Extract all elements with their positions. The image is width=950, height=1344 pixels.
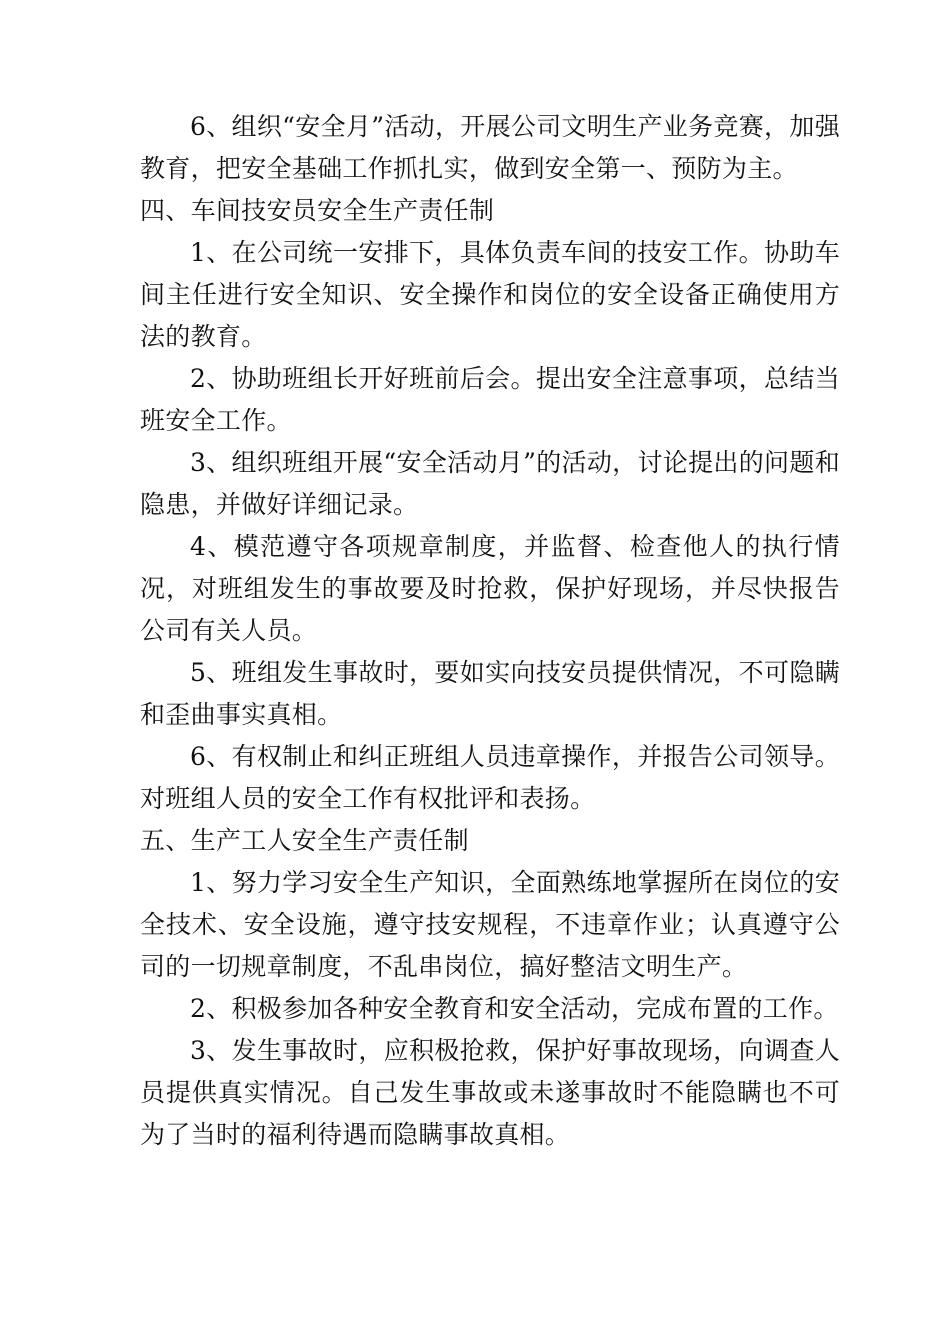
paragraph-item-6-stop-violations: 6、有权制止和纠正班组人员违章操作，并报告公司领导。对班组人员的安全工作有权批评和表扬。 xyxy=(140,742,840,813)
paragraph-item-3-activity-month: 3、组织班组开展“安全活动月”的活动，讨论提出的问题和隐患，并做好详细记录。 xyxy=(140,448,840,519)
paragraph-item-3-accident-response: 3、发生事故时，应积极抢救，保护好事故现场，向调查人员提供真实情况。自己发生事故或未遂事故时不能隐瞒也不可为了当时的福利待遇而隐瞒事故真相。 xyxy=(140,1036,840,1149)
paragraph-item-6-safety-month: 6、组织“安全月”活动，开展公司文明生产业务竞赛，加强教育，把安全基础工作抓扎实，做到安全第一、预防为主。 xyxy=(140,112,840,183)
paragraph-item-2-shift-meetings: 2、协助班组长开好班前后会。提出安全注意事项，总结当班安全工作。 xyxy=(140,364,840,435)
paragraph-item-1-learn-safety: 1、努力学习安全生产知识，全面熟练地掌握所在岗位的安全技术、安全设施，遵守技安规程，不违章作业；认真遵守公司的一切规章制度，不乱串岗位，搞好整洁文明生产。 xyxy=(140,868,840,981)
paragraph-item-2-participate-training: 2、积极参加各种安全教育和安全活动，完成布置的工作。 xyxy=(190,994,839,1023)
section-heading-workshop-safety-officer: 四、车间技安员安全生产责任制 xyxy=(140,196,495,225)
paragraph-item-4-rules-compliance: 4、模范遵守各项规章制度，并监督、检查他人的执行情况，对班组发生的事故要及时抢救，保护好现场，并尽快报告公司有关人员。 xyxy=(140,532,840,645)
paragraph-item-1-officer-duties: 1、在公司统一安排下，具体负责车间的技安工作。协助车间主任进行安全知识、安全操作和岗位的安全设备正确使用方法的教育。 xyxy=(140,238,840,351)
document-body xyxy=(140,106,840,1156)
paragraph-item-5-accident-reporting: 5、班组发生事故时，要如实向技安员提供情况，不可隐瞒和歪曲事实真相。 xyxy=(140,658,840,729)
section-heading-production-workers: 五、生产工人安全生产责任制 xyxy=(140,826,469,855)
